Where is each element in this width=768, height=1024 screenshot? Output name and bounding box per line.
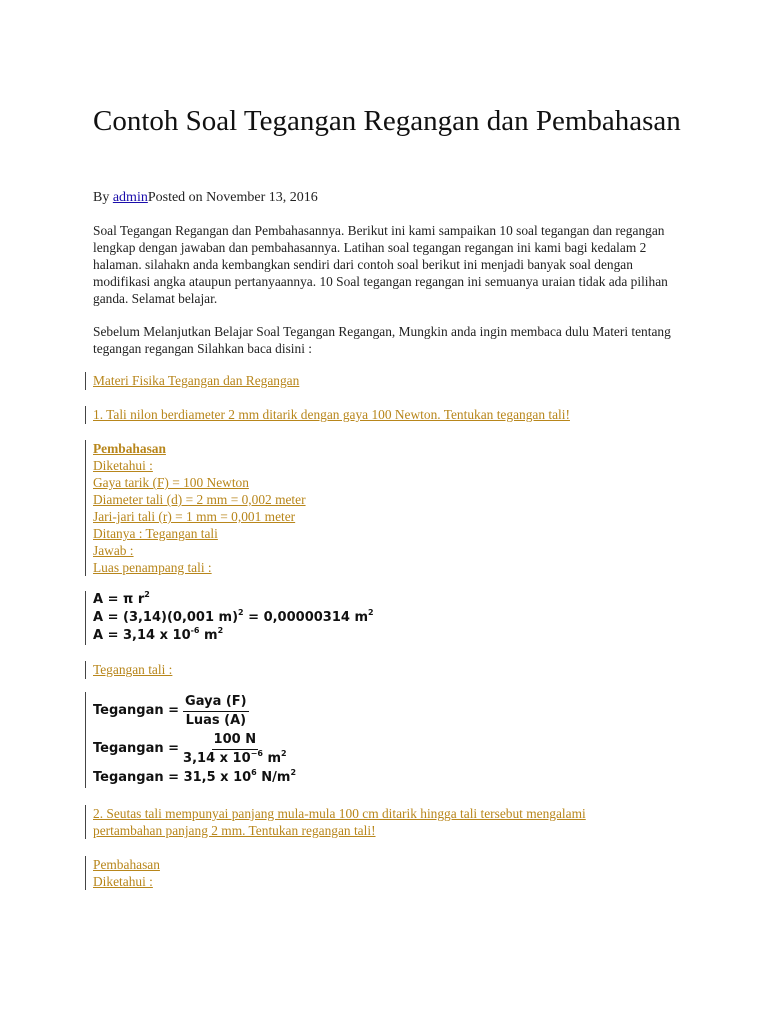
solution-line: Jawab : <box>93 543 134 558</box>
solution-line: Diketahui : <box>93 458 153 473</box>
area-formula-line-3: A = 3,14 x $10^{-6}$ $m^2$ <box>93 626 224 643</box>
question-1-text: 1. Tali nilon berdiameter 2 mm ditarik dengan gaya 100 Newton. Tentukan tegangan tali! <box>93 407 570 422</box>
intro-paragraph: Soal Tegangan Regangan dan Pembahasannya. Berikut ini kami sampaikan 10 soal tegangan dan regangan lengkap dengan jawaban dan pembahasannya. Latihan soal tegangan regangan ini kami bagi kedalam 2 halaman. silahakn anda kembangkan sendiri dari contoh soal berikut ini menjadi banyak soal dengan modifikasi angka ataupun pertanyaannya. 10 Soal tegangan regangan ini semuanya uraian tidak ada pilihan ganda. Selamat belajar. <box>93 223 668 306</box>
question-1 <box>85 406 570 424</box>
materi-block <box>85 372 299 390</box>
stress-formula-row-1: Tegangan = $\frac{\text{Gaya (F)}}{\text{Luas (A)}}$ <box>93 693 247 728</box>
tegangan-label: Tegangan tali : <box>93 662 173 677</box>
byline-by: By <box>93 190 113 205</box>
solution-line: Ditanya : Tegangan tali <box>93 526 218 541</box>
byline <box>93 189 318 206</box>
post-date: Posted on November 13, 2016 <box>147 190 318 205</box>
page-title: Contoh Soal Tegangan Regangan dan Pembahasan <box>93 105 681 137</box>
solution-1-heading: Pembahasan <box>93 441 166 456</box>
area-formula <box>85 591 374 645</box>
solution-2-heading: Pembahasan <box>93 857 160 872</box>
solution-line: Diketahui : <box>93 874 153 889</box>
question-2 <box>85 805 586 839</box>
area-formula-line-1: A = π $r^2$ <box>93 590 150 607</box>
stress-formula <box>85 692 333 788</box>
question-2-line: 2. Seutas tali mempunyai panjang mula-mula 100 cm ditarik hingga tali tersebut mengalami <box>93 806 586 821</box>
article <box>93 104 683 889</box>
area-formula-line-2: A = (3,14)(0,001 m)$^2$ = 0,00000314 $m^2$ <box>93 608 374 625</box>
stress-formula-row-3: Tegangan = 31,5 x $10^6$ $N/m^2$ <box>93 768 297 785</box>
solution-line: Jari-jari tali (r) = 1 mm = 0,001 meter <box>93 509 296 524</box>
materi-link[interactable]: Materi Fisika Tegangan dan Regangan <box>93 373 300 388</box>
solution-line: Luas penampang tali : <box>93 560 212 575</box>
question-2-line: pertambahan panjang 2 mm. Tentukan regangan tali! <box>93 823 376 838</box>
tegangan-label-block <box>85 661 172 679</box>
before-paragraph: Sebelum Melanjutkan Belajar Soal Tegangan Regangan, Mungkin anda ingin membaca dulu Materi tentang tegangan regangan Silahkan baca disini : <box>93 324 671 356</box>
solution-line: Diameter tali (d) = 2 mm = 0,002 meter <box>93 492 306 507</box>
stress-formula-row-2: Tegangan = $\frac{100 N}{3,14 x 10^{-6} m^2}$ <box>93 731 287 766</box>
solution-2 <box>85 856 160 890</box>
solution-line: Gaya tarik (F) = 100 Newton <box>93 475 249 490</box>
solution-1 <box>85 440 306 576</box>
author-link[interactable]: admin <box>112 190 148 205</box>
